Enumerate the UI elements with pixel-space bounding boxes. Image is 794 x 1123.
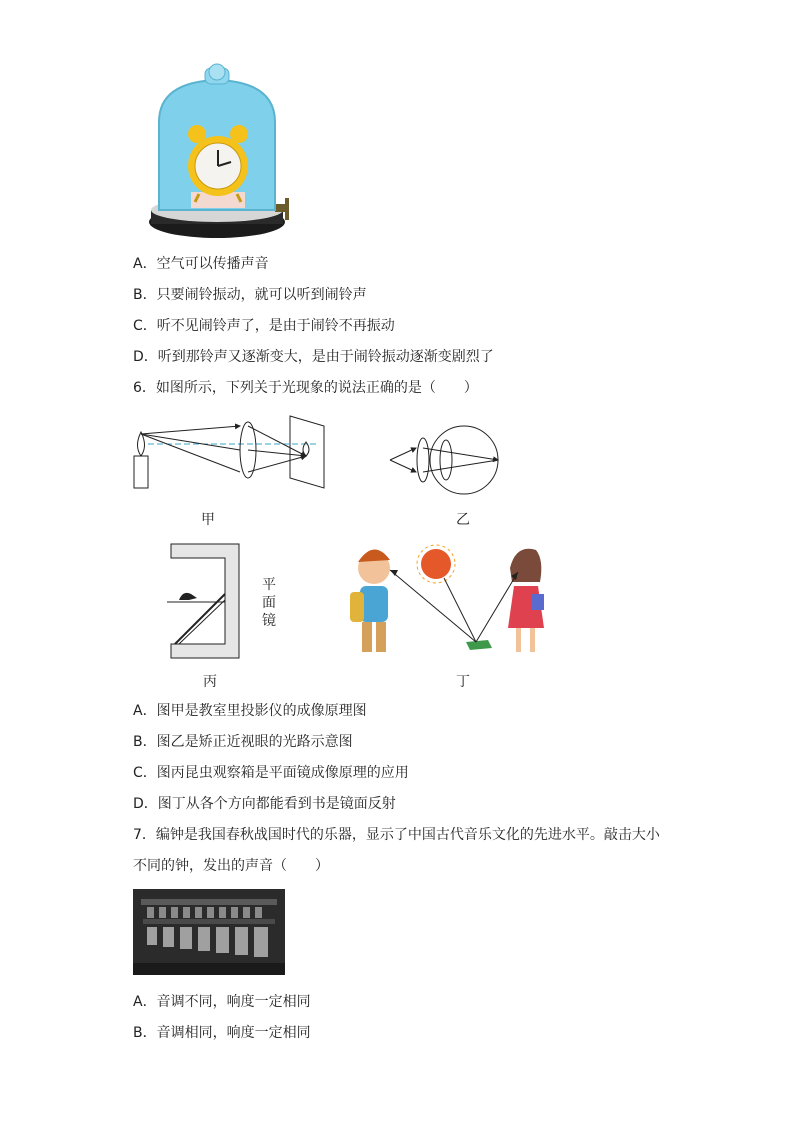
caption-ding: 丁 bbox=[456, 674, 470, 690]
q5-option-d: D．听到那铃声又逐渐变大，是由于闹铃振动逐渐变剧烈了 bbox=[133, 349, 494, 365]
bianzhong-photo bbox=[133, 889, 285, 975]
figure-jia-projector bbox=[128, 412, 334, 492]
q6-option-a: A．图甲是教室里投影仪的成像原理图 bbox=[133, 703, 367, 719]
q6-stem: 6．如图所示，下列关于光现象的说法正确的是（ ） bbox=[133, 380, 478, 396]
q6-option-b: B．图乙是矫正近视眼的光路示意图 bbox=[133, 734, 353, 750]
figure-yi-eye bbox=[386, 414, 506, 504]
mirror-label-2: 面 bbox=[262, 595, 276, 611]
figure-bing-insect-box bbox=[167, 540, 277, 662]
q5-option-b: B．只要闹铃振动，就可以听到闹铃声 bbox=[133, 287, 367, 303]
bell-jar-figure bbox=[145, 62, 305, 247]
q7-option-b: B．音调相同，响度一定相同 bbox=[133, 1025, 311, 1041]
q7-option-a: A．音调不同，响度一定相同 bbox=[133, 994, 311, 1010]
q5-option-c: C．听不见闹铃声了，是由于闹铃不再振动 bbox=[133, 318, 395, 334]
mirror-label-3: 镜 bbox=[262, 613, 276, 629]
q6-option-c: C．图丙昆虫观察箱是平面镜成像原理的应用 bbox=[133, 765, 409, 781]
q5-option-a: A．空气可以传播声音 bbox=[133, 256, 269, 272]
q7-stem-line1: 7．编钟是我国春秋战国时代的乐器，显示了中国古代音乐文化的先进水平。敲击大小 bbox=[133, 827, 660, 843]
caption-jia: 甲 bbox=[201, 512, 215, 528]
mirror-label-1: 平 bbox=[262, 577, 276, 593]
q6-option-d: D．图丁从各个方向都能看到书是镜面反射 bbox=[133, 796, 396, 812]
caption-yi: 乙 bbox=[456, 512, 470, 528]
figure-ding-reflection bbox=[346, 538, 556, 662]
q7-stem-line2: 不同的钟，发出的声音（ ） bbox=[133, 858, 329, 874]
caption-bing: 丙 bbox=[203, 674, 217, 690]
